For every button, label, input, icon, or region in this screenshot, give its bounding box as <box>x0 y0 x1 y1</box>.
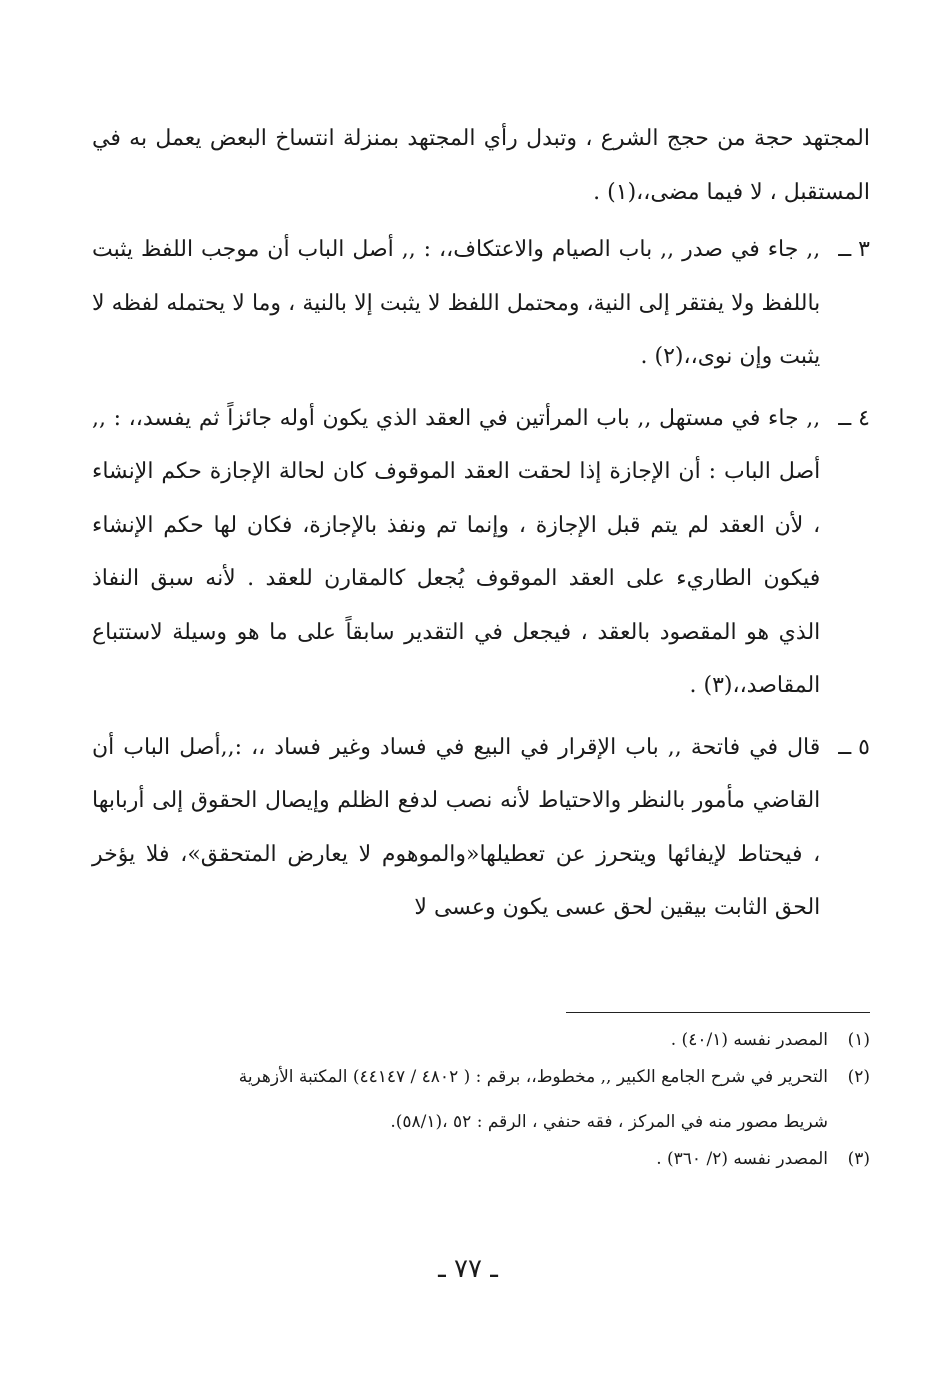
item-text: ,, جاء في صدر ,, باب الصيام والاعتكاف،، : ,, أصل الباب أن موجب اللفظ يثبت باللفظ ولا يفتقر إلى النية، ومحتمل اللفظ لا يثبت إلا بالنية ، وما لا يحتمله لفظه لا يثبت وإن نوى،،(٢) . <box>92 237 821 369</box>
footnote-3 <box>130 1144 870 1175</box>
footnote-text-line: التحرير في شرح الجامع الكبير ,, مخطوط،، برقم : ( ٤٨٠٢ / ٤٤١٤٧) المكتبة الأزهرية <box>238 1067 828 1087</box>
list-item-4 <box>92 392 870 713</box>
item-text: ,, جاء في مستهل ,, باب المرأتين في العقد الذي يكون أوله جائزاً ثم يفسد،، : ,, أصل الباب : أن الإجازة إذا لحقت العقد الموقوف كان لحالة الإجازة حكم الإنشاء ، لأن العقد لم يتم قبل الإجازة ، وإنما تم ونفذ بالإجازة، فكان لها حكم الإنشاء فيكون الطاريء على العقد الموقوف يُجعل كالمقارن للعقد . لأنه سبق النفاذ الذي هو المقصود بالعقد ، فيجعل في التقدير سابقاً على ما هو وسيلة لاستتباع المقاصد،،(٣) . <box>92 405 821 698</box>
footnote-1 <box>130 1025 870 1056</box>
footnote-text <box>130 1062 828 1138</box>
footnote-2 <box>130 1062 870 1138</box>
page-number: ـ ٧٧ ـ <box>438 1254 498 1284</box>
item-text: قال في فاتحة ,, باب الإقرار في البيع في فساد وغير فساد ،، :,,أصل الباب أن القاضي مأمور بالنظر والاحتياط لأنه نصب لدفع الظلم وإيصال الحقوق إلى أربابها ، فيحتاط لإيفائها ويتحرز عن تعطيلها«والموهوم لا يعارض المتحقق»، فلا يؤخر الحق الثابت بيقين لحق عسى يكون وعسى لا <box>92 734 821 920</box>
footnote-text: المصدر نفسه (٤٠/١) . <box>670 1030 828 1050</box>
footnotes <box>130 1025 870 1181</box>
footnote-number: (٢) <box>847 1067 870 1087</box>
main-text <box>92 112 870 943</box>
footnote-number: (٣) <box>847 1149 870 1169</box>
footnote-text-line: شريط مصور منه في المركز ، فقه حنفي ، الرقم : ٥٢ ،(٥٨/١). <box>390 1112 828 1132</box>
item-number: ٥ ــ <box>838 734 870 760</box>
list-item-5 <box>92 721 870 935</box>
footnote-text: المصدر نفسه (٢/ ٣٦٠) . <box>656 1149 828 1169</box>
footnote-separator <box>566 1012 870 1013</box>
continued-paragraph: المجتهد حجة من حجج الشرع ، وتبدل رأي المجتهد بمنزلة انتساخ البعض يعمل به في المستقبل ، لا فيما مضى،،(١) . <box>92 126 870 205</box>
item-number: ٣ ــ <box>838 237 870 262</box>
list-item-3 <box>92 223 870 384</box>
item-number: ٤ ــ <box>838 405 870 431</box>
footnote-number: (١) <box>847 1030 870 1050</box>
